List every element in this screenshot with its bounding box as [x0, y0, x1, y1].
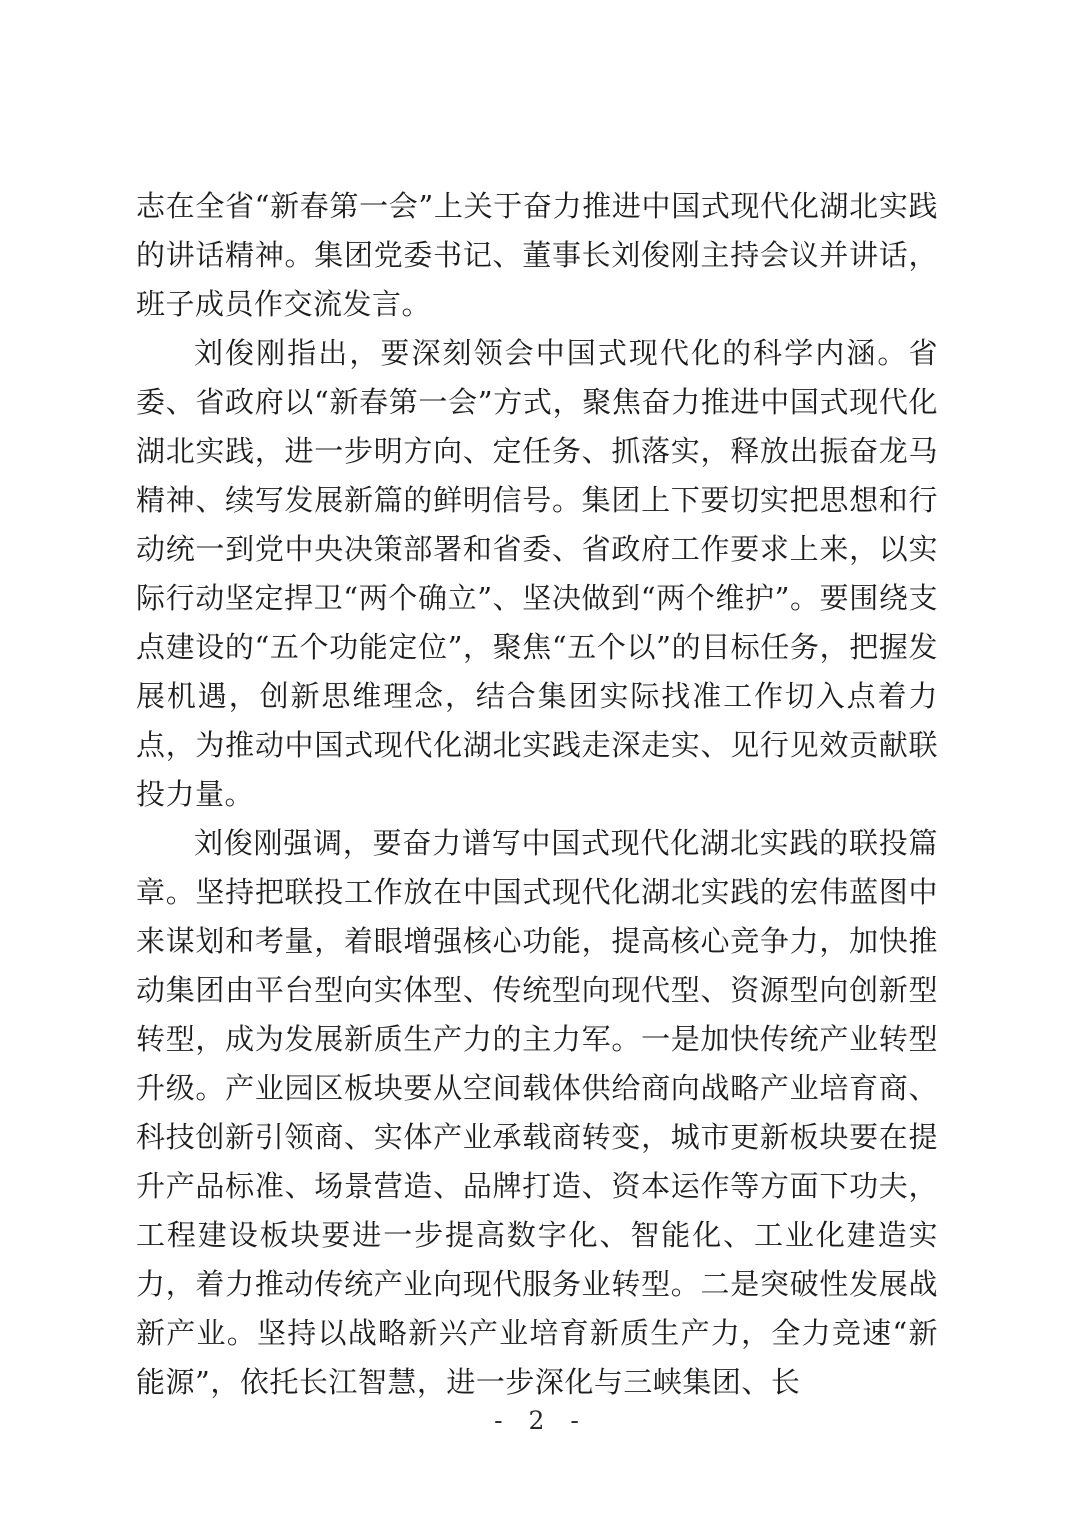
body-paragraph-liu-pointed-out: 刘俊刚指出，要深刻领会中国式现代化的科学内涵。省委、省政府以“新春第一会”方式，聚焦奋力推进中国式现代化湖北实践，进一步明方向、定任务、抓落实，释放出振奋龙马精神、续写发展新篇的鲜明信号。集团上下要切实把思想和行动统一到党中央决策部署和省委、省政府工作要求上来，以实际行动坚定捍卫“两个确立”、坚决做到“两个维护”。要围绕支点建设的“五个功能定位”，聚焦“五个以”的目标任务，把握发展机遇，创新思维理念，结合集团实际找准工作切入点着力点，为推动中国式现代化湖北实践走深走实、见行见效贡献联投力量。	[136, 336, 938, 811]
document-body	[136, 182, 938, 1407]
page-number: - 2 -	[494, 1406, 580, 1435]
body-paragraph-liu-emphasized: 刘俊刚强调，要奋力谱写中国式现代化湖北实践的联投篇章。坚持把联投工作放在中国式现代化湖北实践的宏伟蓝图中来谋划和考量，着眼增强核心功能，提高核心竞争力，加快推动集团由平台型向实体型、传统型向现代型、资源型向创新型转型，成为发展新质生产力的主力军。一是加快传统产业转型升级。产业园区板块要从空间载体供给商向战略产业培育商、科技创新引领商、实体产业承载商转变，城市更新板块要在提升产品标准、场景营造、品牌打造、资本运作等方面下功夫，工程建设板块要进一步提高数字化、智能化、工业化建造实力，着力推动传统产业向现代服务业转型。二是突破性发展战新产业。坚持以战略新兴产业培育新质生产力，全力竞速“新能源”，依托长江智慧，进一步深化与三峡集团、长	[136, 826, 938, 1399]
body-paragraph-continuation: 志在全省“新春第一会”上关于奋力推进中国式现代化湖北实践的讲话精神。集团党委书记、董事长刘俊刚主持会议并讲话，班子成员作交流发言。	[136, 189, 938, 321]
